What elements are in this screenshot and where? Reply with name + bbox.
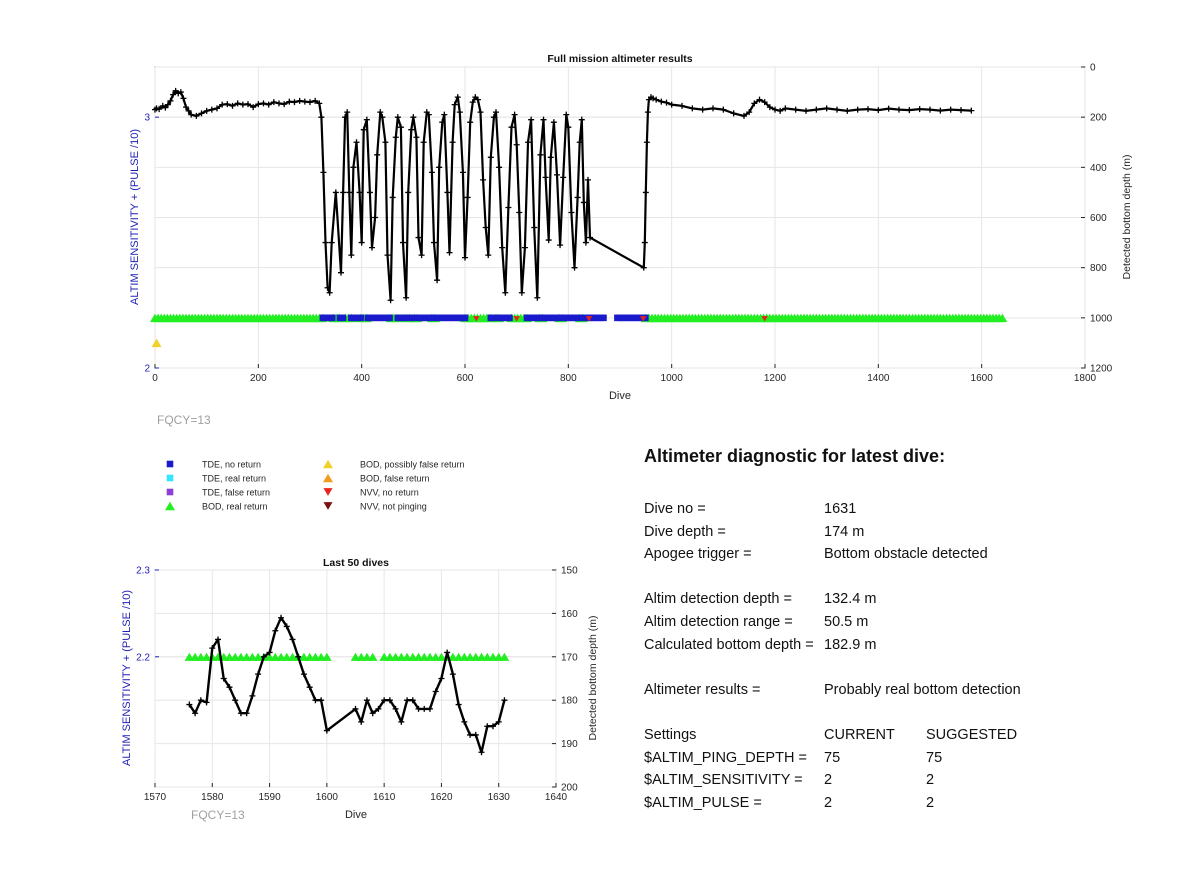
current-label: CURRENT — [824, 726, 895, 743]
top-right-ticks — [1081, 63, 1113, 375]
left-tick-label: 2 — [144, 363, 150, 375]
right-tick-label: 180 — [561, 695, 578, 707]
right-tick-label: 600 — [1090, 213, 1107, 224]
altim-depth-row — [644, 588, 1164, 611]
right-tick-label: 1200 — [1090, 363, 1113, 375]
calc-bottom-value: 182.9 m — [824, 636, 877, 653]
results-row — [644, 679, 1164, 702]
left-tick-label: 2.2 — [136, 652, 150, 664]
x-tick-label: 800 — [559, 373, 577, 384]
tde-no-return-marker — [410, 315, 417, 322]
legend-square-icon — [167, 475, 174, 482]
x-tick-label: 1620 — [430, 792, 453, 803]
legend-label: BOD, real return — [202, 501, 268, 512]
x-tick-label: 1610 — [373, 792, 396, 803]
dive-no-label: Dive no = — [644, 501, 706, 517]
legend-label: TDE, false return — [202, 487, 271, 498]
altim-range-label: Altim detection range = — [644, 613, 793, 630]
x-tick-label: 1630 — [487, 792, 510, 803]
legend-square-icon — [167, 461, 174, 468]
setting-suggested: 2 — [926, 794, 935, 811]
dive-no-row — [644, 498, 1164, 521]
bottom-right-axis-label: Detected bottom depth (m) — [587, 615, 599, 741]
left-tick-label: 3 — [144, 112, 150, 124]
setting-suggested: 75 — [926, 749, 943, 766]
x-tick-label: 200 — [249, 373, 267, 384]
legend-item — [165, 502, 268, 512]
legend-triangle-up-icon — [323, 460, 333, 469]
x-tick-label: 600 — [456, 373, 474, 384]
top-x-axis-label: Dive — [608, 390, 632, 402]
settings-header-row — [644, 724, 1164, 747]
top-chart-title: Full mission altimeter results — [547, 53, 693, 65]
tde-no-return-marker — [401, 315, 408, 322]
setting-name: $ALTIM_PULSE = — [644, 794, 762, 811]
tde-no-return-marker — [329, 315, 336, 322]
setting-row — [644, 747, 1164, 770]
x-tick-label: 1590 — [258, 792, 281, 803]
legend-triangle-up-icon — [323, 474, 333, 483]
right-tick-label: 0 — [1090, 62, 1096, 74]
x-tick-label: 1600 — [315, 792, 338, 803]
bottom-plot-area — [155, 570, 556, 787]
setting-name: $ALTIM_SENSITIVITY = — [644, 772, 803, 789]
tde-no-return-marker — [600, 315, 607, 322]
suggested-label: SUGGESTED — [926, 726, 1018, 743]
x-tick-label: 1570 — [143, 792, 167, 803]
dive-depth-value: 174 m — [824, 523, 865, 540]
bottom-left-axis-label: ALTIM SENSITIVITY + (PULSE /10) — [121, 590, 133, 766]
top-right-axis-label: Detected bottom depth (m) — [1121, 154, 1133, 280]
right-tick-label: 160 — [561, 608, 578, 620]
right-tick-label: 150 — [561, 565, 578, 577]
top-left-axis-label: ALTIM SENSITIVITY + (PULSE /10) — [129, 129, 141, 305]
legend-label: BOD, possibly false return — [360, 459, 465, 470]
tde-no-return-marker — [386, 315, 393, 322]
legend-item — [323, 460, 465, 470]
apogee-label: Apogee trigger = — [644, 546, 752, 563]
tde-no-return-marker — [506, 315, 513, 322]
right-tick-label: 170 — [561, 652, 578, 664]
legend-square-icon — [167, 489, 174, 496]
tde-no-return-marker — [491, 315, 498, 322]
x-tick-label: 1200 — [763, 373, 787, 384]
legend-triangle-down-icon — [324, 502, 333, 510]
tde-no-return-marker — [357, 315, 364, 322]
diagnostic-title: Altimeter diagnostic for latest dive: — [644, 446, 946, 466]
bottom-x-axis-label: Dive — [344, 809, 368, 821]
right-tick-label: 400 — [1090, 162, 1107, 174]
altim-range-value: 50.5 m — [824, 613, 869, 630]
altim-depth-label: Altim detection depth = — [644, 591, 792, 608]
legend-label: NVV, not pinging — [360, 501, 427, 512]
diagnostic-panel — [644, 446, 1164, 814]
legend-label: BOD, false return — [360, 473, 430, 484]
legend-triangle-down-icon — [324, 488, 333, 496]
results-value: Probably real bottom detection — [824, 681, 1021, 698]
calc-bottom-row — [644, 634, 1164, 657]
right-tick-label: 200 — [1090, 112, 1107, 124]
bottom-fqcy-label: FQCY=13 — [191, 808, 245, 822]
results-label: Altimeter results = — [644, 681, 761, 698]
legend-item — [324, 502, 427, 512]
x-tick-label: 1640 — [544, 792, 568, 803]
legend-label: TDE, real return — [202, 473, 267, 484]
apogee-row — [644, 543, 1164, 566]
right-tick-label: 190 — [561, 739, 578, 751]
tde-no-return-marker — [340, 315, 347, 322]
bottom-chart-title: Last 50 dives — [323, 557, 389, 569]
dive-no-value: 1631 — [824, 501, 857, 517]
x-tick-label: 1580 — [201, 792, 224, 803]
altim-depth-value: 132.4 m — [824, 591, 877, 608]
top-chart — [129, 53, 1133, 427]
x-tick-label: 400 — [353, 373, 371, 384]
dive-depth-row — [644, 521, 1164, 544]
setting-current: 2 — [824, 794, 833, 811]
setting-row — [644, 792, 1164, 815]
setting-row — [644, 769, 1164, 792]
right-tick-label: 1000 — [1090, 313, 1113, 325]
legend-item — [167, 474, 266, 484]
right-tick-label: 200 — [561, 782, 578, 794]
x-tick-label: 1000 — [660, 373, 683, 384]
tde-no-return-marker — [462, 315, 469, 322]
left-tick-label: 2.3 — [136, 565, 150, 577]
x-tick-label: 0 — [152, 373, 158, 384]
altim-range-row — [644, 611, 1164, 634]
apogee-value: Bottom obstacle detected — [824, 546, 988, 563]
setting-name: $ALTIM_PING_DEPTH = — [644, 749, 807, 766]
calc-bottom-label: Calculated bottom depth = — [644, 636, 814, 653]
legend-item — [167, 460, 261, 470]
dive-depth-label: Dive depth = — [644, 523, 726, 540]
top-fqcy-label: FQCY=13 — [157, 413, 211, 427]
x-tick-label: 1400 — [867, 373, 890, 384]
setting-current: 2 — [824, 772, 833, 789]
x-tick-label: 1600 — [970, 373, 993, 384]
legend-label: NVV, no return — [360, 487, 419, 498]
legend-item — [323, 474, 430, 484]
settings-label: Settings — [644, 726, 697, 743]
legend-item — [324, 488, 419, 498]
legend-label: TDE, no return — [202, 459, 262, 470]
right-tick-label: 800 — [1090, 263, 1107, 275]
legend — [165, 460, 465, 512]
legend-item — [167, 488, 270, 498]
setting-suggested: 2 — [926, 772, 935, 789]
x-tick-label: 1800 — [1073, 373, 1097, 384]
setting-current: 75 — [824, 749, 841, 766]
legend-triangle-up-icon — [165, 502, 175, 511]
bottom-chart — [121, 557, 599, 822]
